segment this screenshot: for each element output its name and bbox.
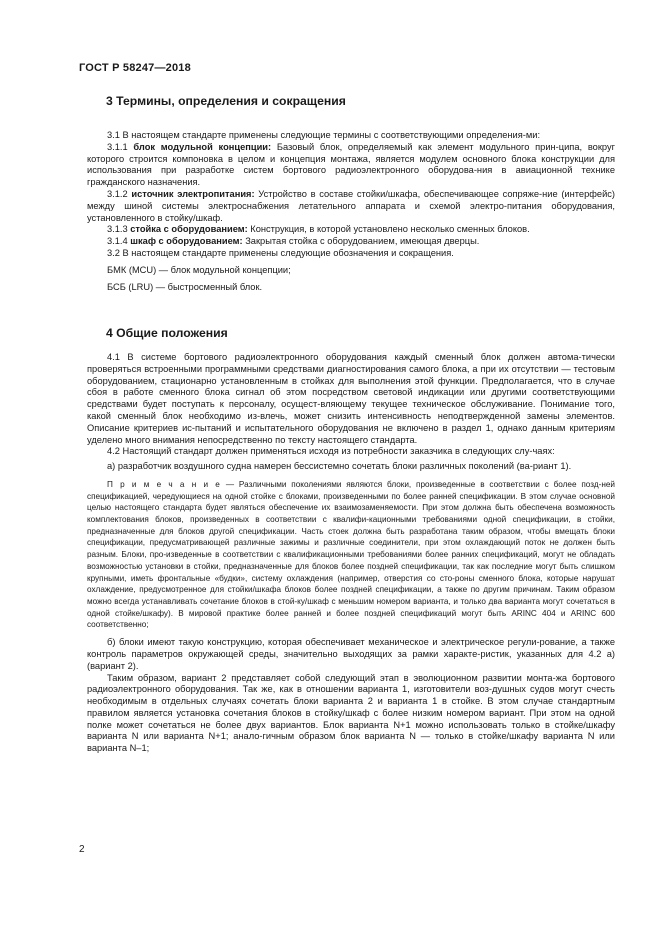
paragraph-conclusion: Таким образом, вариант 2 представляет собой следующий этап в эволюционном развитии монта-жа бортового радиоэлектронного оборудования. Так же, как в отношении варианта 1, изготовители воз-душных судов могут счесть необходимым в отдельных случаях сочетать блоки варианта 2 и варианта 1 в стойке. В этом случае стандартным правилом является установка сочетания блоков в стойку/шкаф с более низким номером вариант. При этом на одной полке может сочетаться не более двух вариантов. Блок варианта N+1 можно использовать только в стойке/шкафу варианта N или варианта N+1; анало-гичным образом блок варианта N — только в стойке/шкафу варианта N или варианта N–1; (87, 672, 615, 754)
note-label: П р и м е ч а н и е (107, 479, 222, 489)
term-definition: Закрытая стойка с оборудованием, имеющая дверцы. (242, 236, 480, 247)
paragraph-4-1: 4.1 В системе бортового радиоэлектронного оборудования каждый сменный блок должен автома-тически проверяться встроенными программными средствами диагностирования самого блока, а при их отсутствии — тестовым оборудованием, стационарно установленным в стойках для выполнения этой функции. Предполагается, что в случае сбоя в работе сменного блока сигнал об этом посредством световой индикации или другими соответствующими средствами будет поступать к персоналу, осущест-вляющему текущее техническое обслуживание. Понимание того, какой сменный блок необходимо из-влечь, может снизить интенсивность неподтвержденной замены элементов. Описание критериев ис-пытаний и испытательного оборудования не включено в раздел 1, однако данным критериям уделено много внимания непосредственно по тексту настоящего стандарта. (87, 352, 615, 445)
page-number: 2 (79, 844, 85, 855)
list-item-b: б) блоки имеют такую конструкцию, которая обеспечивает механическое и электрическое регули-рование, а также контроль параметров окружающей среды, значительно выходящих за рамки характе-ристик, указанных для 4.2 а) (вариант 2). (87, 637, 615, 671)
term-number: 3.1.3 (107, 224, 131, 235)
term-3-1-1 (87, 142, 615, 189)
term-number: 3.1.1 (107, 141, 134, 152)
term-name: источник электропитания: (131, 188, 255, 199)
abbreviation-mcu: БМК (MCU) — блок модульной концепции; (107, 264, 291, 275)
paragraph-4-2: 4.2 Настоящий стандарт должен применяться исходя из потребности заказчика в следующих слу-чаях: (107, 446, 555, 457)
term-3-1-3 (87, 224, 615, 236)
section-3-heading: 3 Термины, определения и сокращения (106, 94, 346, 108)
term-number: 3.1.4 (107, 236, 131, 247)
section-3-body (87, 130, 615, 293)
paragraph-3-1: 3.1 В настоящем стандарте применены следующие термины с соответствующими определения-ми: (107, 130, 541, 140)
standard-number: ГОСТ Р 58247—2018 (79, 62, 191, 74)
section-4-body (87, 352, 615, 755)
term-name: стойка с оборудованием: (130, 224, 248, 235)
term-3-1-4 (87, 236, 615, 248)
term-name: блок модульной концепции: (133, 141, 272, 152)
list-item-a: а) разработчик воздушного судна намерен бессистемно сочетать блоки различных поколений (ва-риант 1). (107, 461, 572, 472)
paragraph-3-2: 3.2 В настоящем стандарте применены следующие обозначения и сокращения. (107, 247, 454, 258)
abbreviation-lru: БСБ (LRU) — быстросменный блок. (107, 281, 263, 292)
term-number: 3.1.2 (107, 188, 132, 199)
term-definition: Базовый блок, определяемый как элемент модульного прин-ципа, вокруг которого строится компоновка в целом и концепция монтажа, является модулем основного блока конструкции для использования при разработке систем бортового радиоэлектронного оборудова-ния в авиационной технике гражданского назначения. (87, 141, 615, 188)
section-4-heading: 4 Общие положения (106, 326, 228, 340)
term-definition: Конструкция, в которой установлено несколько сменных блоков. (247, 224, 530, 235)
term-definition: Устройство в составе стойки/шкафа, обеспечивающее сопряже-ние (интерфейс) между шиной системы электроснабжения летательного аппарата и схемой электро-питания оборудования, установленного в стойку/шкаф. (87, 188, 616, 223)
note-text: — Различными поколениями являются блоки, произведенные в соответствии с более позд-ней спецификацией, чередующиеся на одной стойке с блоками, произведенными по более ранней спецификации. В этом случае основной целью настоящего стандарта будет являться обеспечение их взаимозаменяемости. При этом должна быть обеспечена возможность комплектования блоков, произведенных в соответствии с квалифи-кационными требованиями одной спецификации, в стойки, предназначенные для блоков другой спецификации. Часть стоек должна быть разработана таким образом, чтобы вмещать блоки спецификации, предусматривающей различные зажимы и различные соединители, при этом охлаждающий поток не должен быть разным. Блоки, про-изведенные в соответствии с квалификационными требованиями более ранних спецификаций, могут не обладать возможностью установки в стойки, предназначенные для блоков более поздней спецификации, так как последние могут быть слишком крупными, иметь фронтальные «будки», систему охлаждения (например, отверстия со сто-роны сменного блока, которые нарушат охлаждение, предусмотренное для стойки/шкафа блоков более поздней спецификации, а также по другим причинам. Таким образом можно всегда устанавливать сочетание блоков в стой-ку/шкаф с меньшим номером варианта, и только два варианта могут сочетаться в одной стойке/шкафу). В мировой практике более ранней и более поздней спецификаций могут быть ARINC 404 и ARINC 600 соответственно; (87, 479, 615, 630)
note (87, 479, 615, 631)
term-name: шкаф с оборудованием: (130, 236, 243, 247)
term-3-1-2 (87, 189, 615, 224)
